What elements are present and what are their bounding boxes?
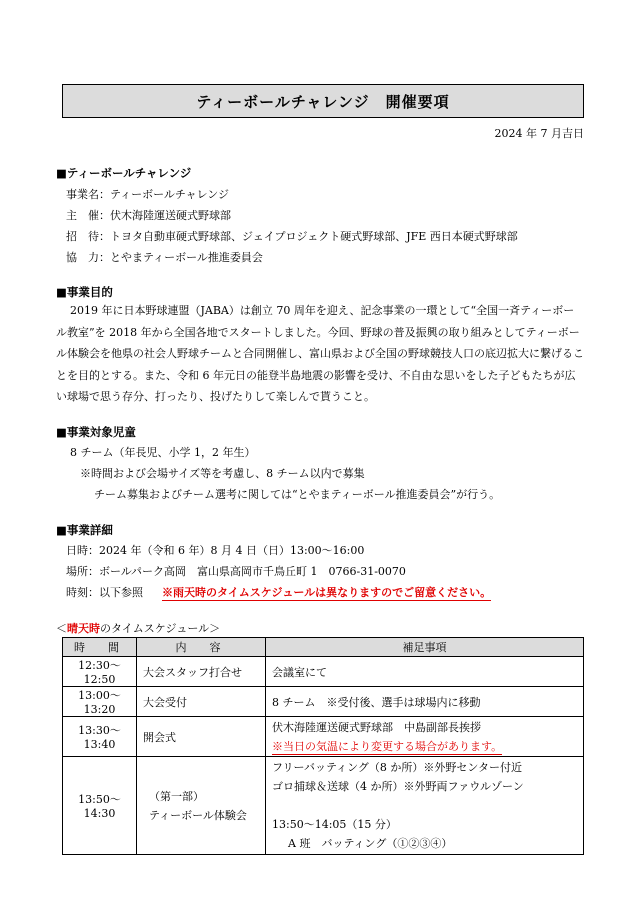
- event-venue: 場所：ボールパーク高岡 富山県高岡市千鳥丘町 1 0766-31-0070: [66, 565, 406, 578]
- purpose-body: 2019 年に日本野球連盟（JABA）は創立 70 周年を迎え、記念事業の一環として“全国一斉ティーボール教室”を 2018 年から全国各地でスタートしました。今回、野球の普及振興の取り組みとしてティーボール体験会を他県の社会人野球チームと合同開催し、富山県および全国の野球競技人口の底辺拡大に繋げることを目的とする。また、令和 6 年元日の能登半島地震の影響を受け、不自由な思いをした子どもたちが広い球場で思う存分、打ったり、投げたりして楽しんで貰うこと。: [56, 304, 584, 404]
- document-title: ティーボールチャレンジ 開催要項: [62, 84, 584, 118]
- schedule-caption-sunny: 晴天時: [67, 622, 100, 635]
- schedule-caption: [56, 620, 220, 636]
- header-content: 内 容: [137, 638, 266, 657]
- event-name: 事業名：ティーボールチャレンジ: [66, 188, 230, 201]
- part-title: ティーボール体験会: [149, 808, 247, 822]
- cooperation: 協 力：とやまティーボール推進委員会: [66, 251, 263, 264]
- schedule-caption-rest: のタイムスケジュール＞: [100, 622, 221, 635]
- row-note: 会議室にて: [266, 657, 584, 687]
- note-line: 13:50～14:05（15 分）: [272, 818, 397, 831]
- schedule-reference: [66, 584, 491, 600]
- schedule-caption-open: ＜: [56, 622, 67, 635]
- opening-greeting: 伏木海陸運送硬式野球部 中島副部長挨拶: [272, 720, 481, 734]
- note-line: [272, 796, 577, 815]
- temperature-warning: ※当日の気温により変更する場合があります。: [272, 739, 503, 753]
- schedule-table: [62, 637, 584, 855]
- section-heading-purpose: ■事業目的: [56, 285, 113, 299]
- note-line: A 班 バッティング（①②③④）: [288, 837, 453, 850]
- row-time: 13:50～14:30: [63, 757, 137, 855]
- row-time: 13:00～13:20: [63, 687, 137, 717]
- section-heading-details: ■事業詳細: [56, 523, 113, 537]
- invited-teams: 招 待：トヨタ自動車硬式野球部、ジェイプロジェクト硬式野球部、JFE 西日本硬式野球部: [66, 230, 518, 243]
- row-time: 13:30～13:40: [63, 717, 137, 757]
- row-note: [266, 757, 584, 855]
- participants-note: ※時間および会場サイズ等を考慮し、8 チーム以内で募集: [80, 467, 365, 480]
- section-heading-participants: ■事業対象児童: [56, 425, 136, 439]
- issue-date: 2024 年 7 月吉日: [494, 127, 584, 140]
- header-time: 時 間: [63, 638, 137, 657]
- participants-count: 8 チーム（年長児、小学 1，2 年生）: [70, 446, 256, 459]
- table-row: [63, 757, 584, 855]
- event-datetime: 日時：2024 年（令和 6 年）8 月 4 日（日）13:00～16:00: [66, 544, 365, 557]
- table-row: [63, 657, 584, 687]
- rain-schedule-warning: ※雨天時のタイムスケジュールは異なりますのでご留意ください。: [162, 586, 492, 599]
- row-content: 大会受付: [137, 687, 266, 717]
- organizer: 主 催：伏木海陸運送硬式野球部: [66, 209, 231, 222]
- schedule-header-row: [63, 638, 584, 657]
- row-note: [266, 717, 584, 757]
- table-row: [63, 687, 584, 717]
- row-content: 開会式: [137, 717, 266, 757]
- note-line: ゴロ捕球＆送球（4 か所）※外野両ファウルゾーン: [272, 780, 524, 793]
- note-line: フリーバッティング（8 か所）※外野センター付近: [272, 761, 522, 774]
- header-note: 補足事項: [266, 638, 584, 657]
- part-label: （第一部）: [149, 789, 204, 803]
- row-time: 12:30～12:50: [63, 657, 137, 687]
- team-selection-note: チーム募集およびチーム選考に関しては“とやまティーボール推進委員会”が行う。: [94, 488, 501, 501]
- table-row: [63, 717, 584, 757]
- row-content: [137, 757, 266, 855]
- row-note: 8 チーム ※受付後、選手は球場内に移動: [266, 687, 584, 717]
- row-content: 大会スタッフ打合せ: [137, 657, 266, 687]
- section-heading-event: ■ティーボールチャレンジ: [56, 166, 192, 180]
- schedule-reference-label: 時刻：以下参照: [66, 586, 143, 599]
